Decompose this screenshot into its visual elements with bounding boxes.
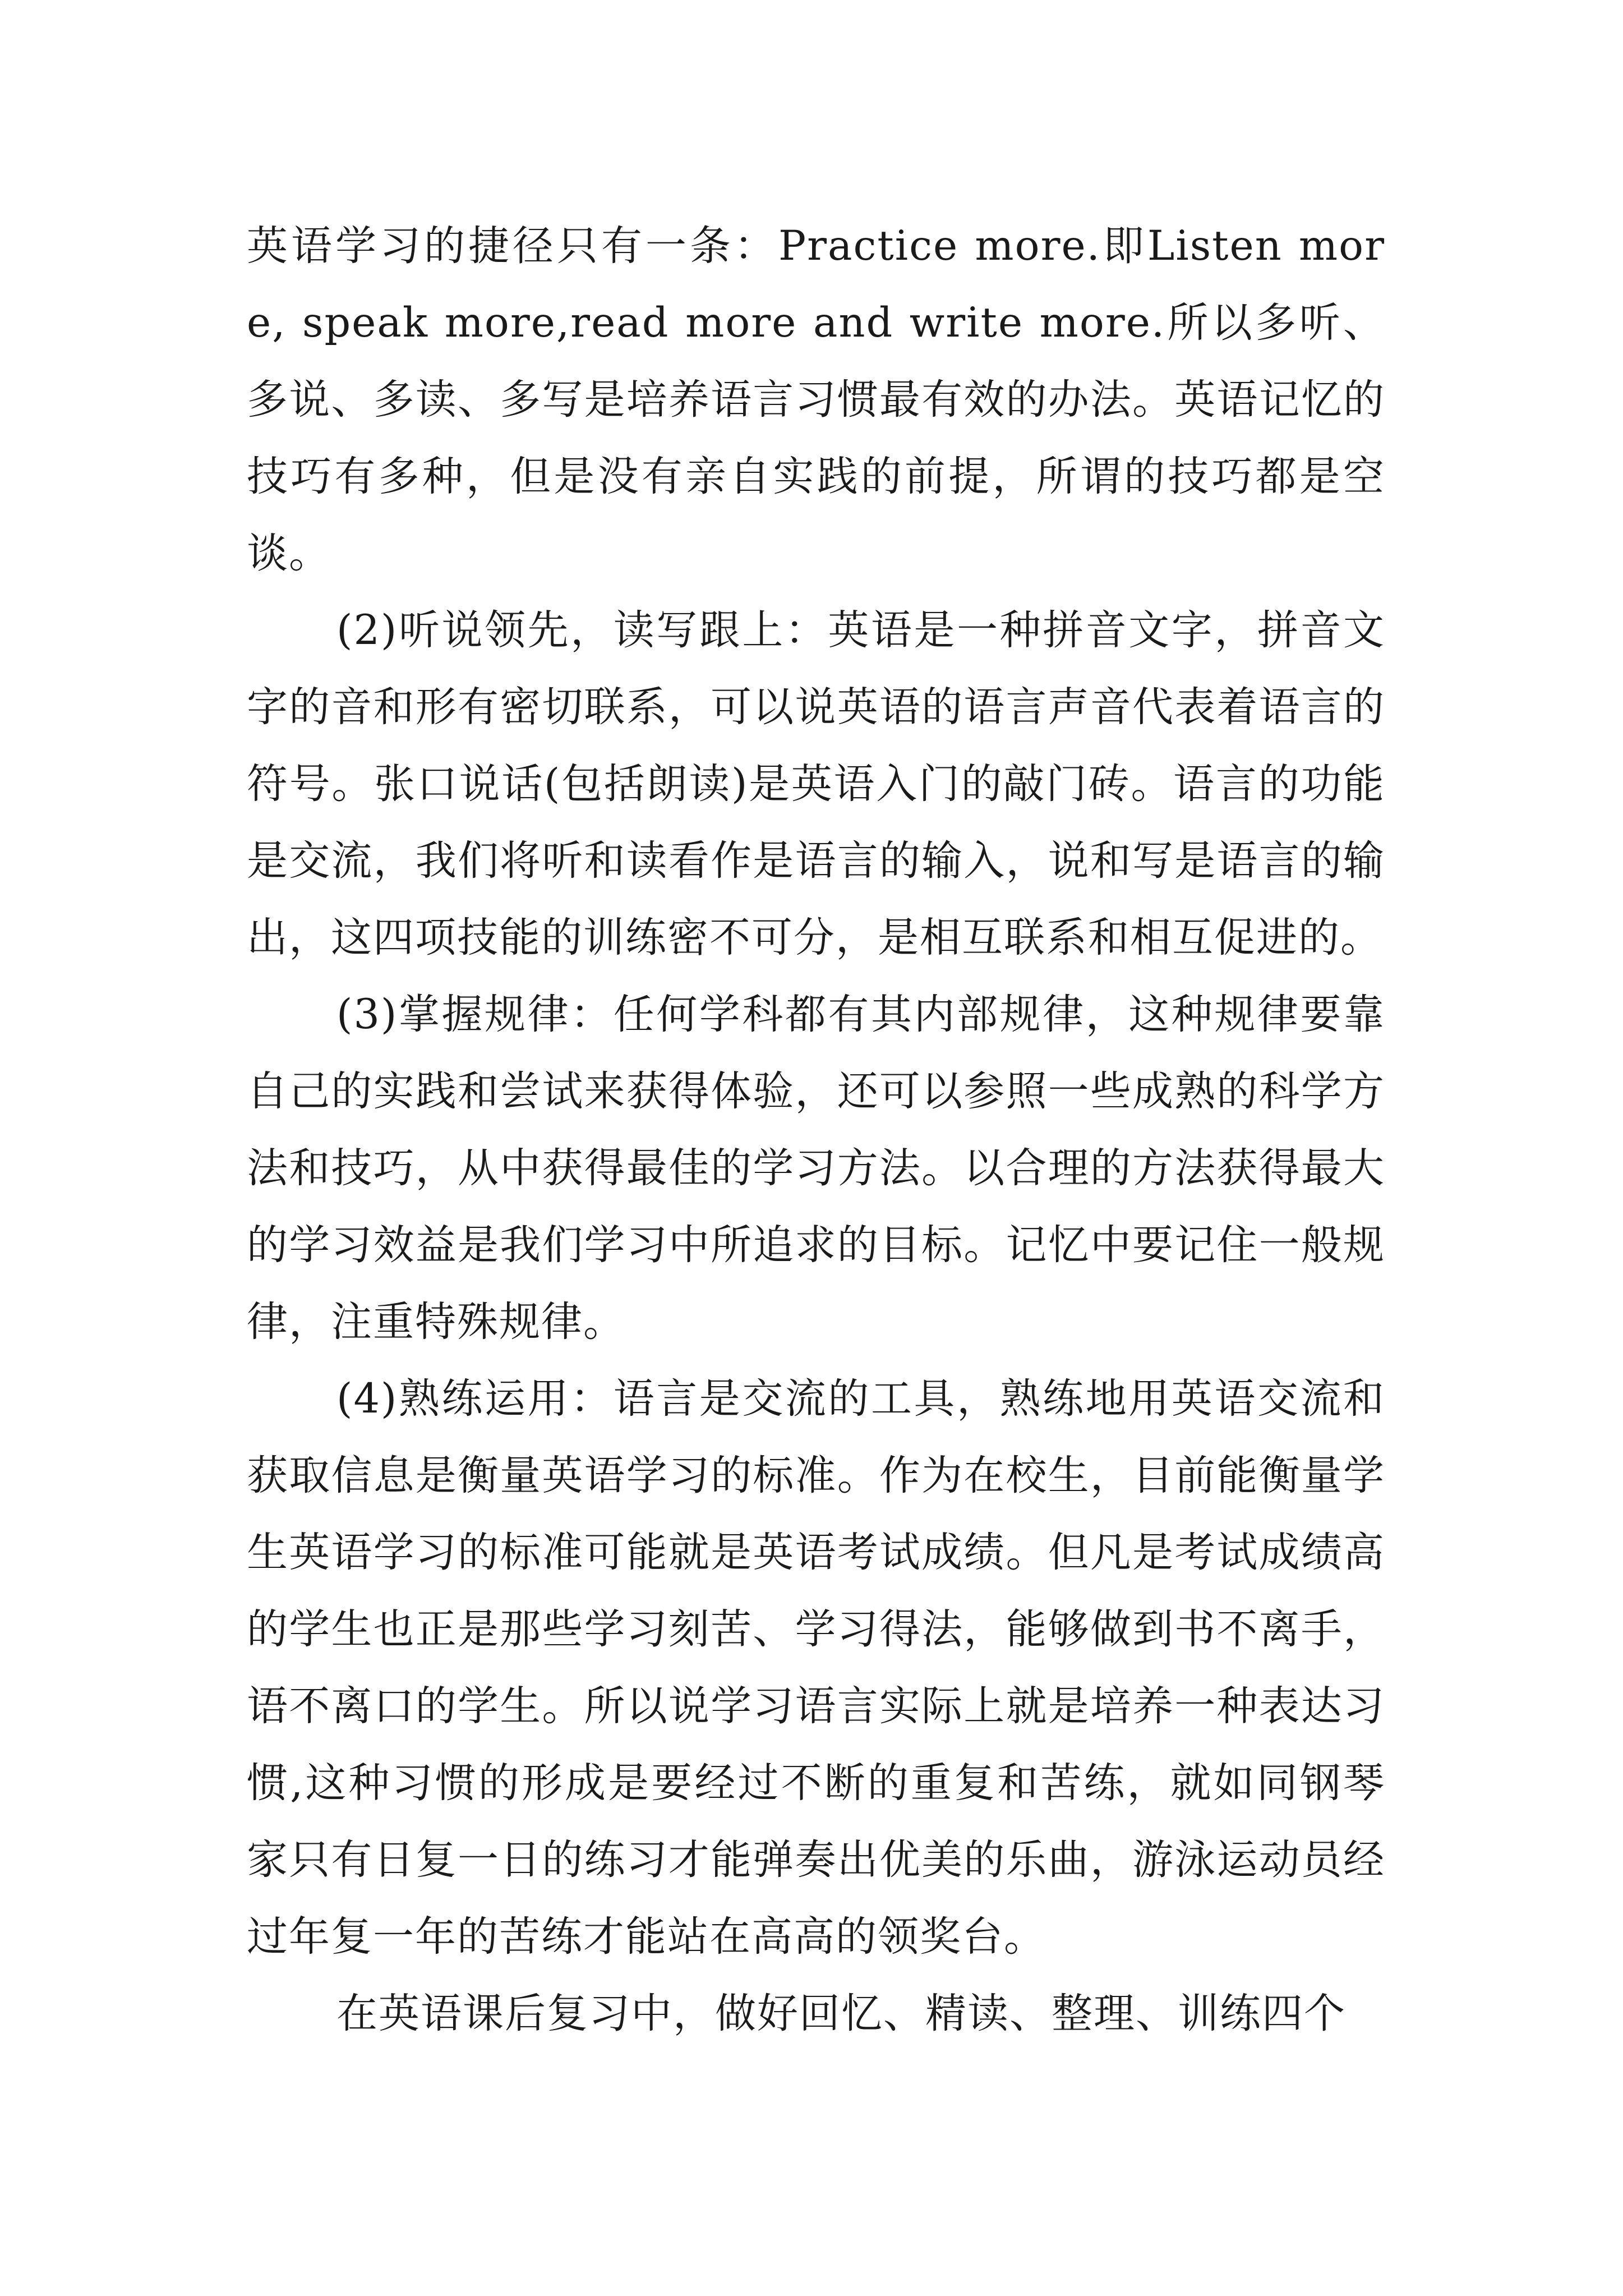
paragraph-3: (3)掌握规律：任何学科都有其内部规律，这种规律要靠自己的实践和尝试来获得体验，还可以参照一些成熟的科学方法和技巧，从中获得最佳的学习方法。以合理的方法获得最大的学习效益是我们学习中所追求的目标。记忆中要记住一般规律，注重特殊规律。 bbox=[247, 991, 1385, 1346]
paragraph-1: 英语学习的捷径只有一条：Practice more.即Listen more, speak more,read more and write more.所以多听、多说、多读、多写是培养语言习惯最有效的办法。英语记忆的技巧有多种，但是没有亲自实践的前提，所谓的技巧都是空谈。 bbox=[247, 222, 1385, 577]
paragraph-4: (4)熟练运用：语言是交流的工具，熟练地用英语交流和获取信息是衡量英语学习的标准。作为在校生，目前能衡量学生英语学习的标准可能就是英语考试成绩。但凡是考试成绩高的学生也正是那些学习刻苦、学习得法，能够做到书不离手，语不离口的学生。所以说学习语言实际上就是培养一种表达习惯,这种习惯的形成是要经过不断的重复和苦练，就如同钢琴家只有日复一日的练习才能弹奏出优美的乐曲，游泳运动员经过年复一年的苦练才能站在高高的领奖台。 bbox=[247, 1375, 1385, 1961]
body-text bbox=[247, 208, 1385, 2052]
paragraph-5: 在英语课后复习中，做好回忆、精读、整理、训练四个 bbox=[336, 1990, 1346, 2037]
paragraph-2: (2)听说领先，读写跟上：英语是一种拼音文字，拼音文字的音和形有密切联系，可以说英语的语言声音代表着语言的符号。张口说话(包括朗读)是英语入门的敲门砖。语言的功能是交流，我们将听和读看作是语言的输入，说和写是语言的输出，这四项技能的训练密不可分，是相互联系和相互促进的。 bbox=[247, 606, 1385, 961]
